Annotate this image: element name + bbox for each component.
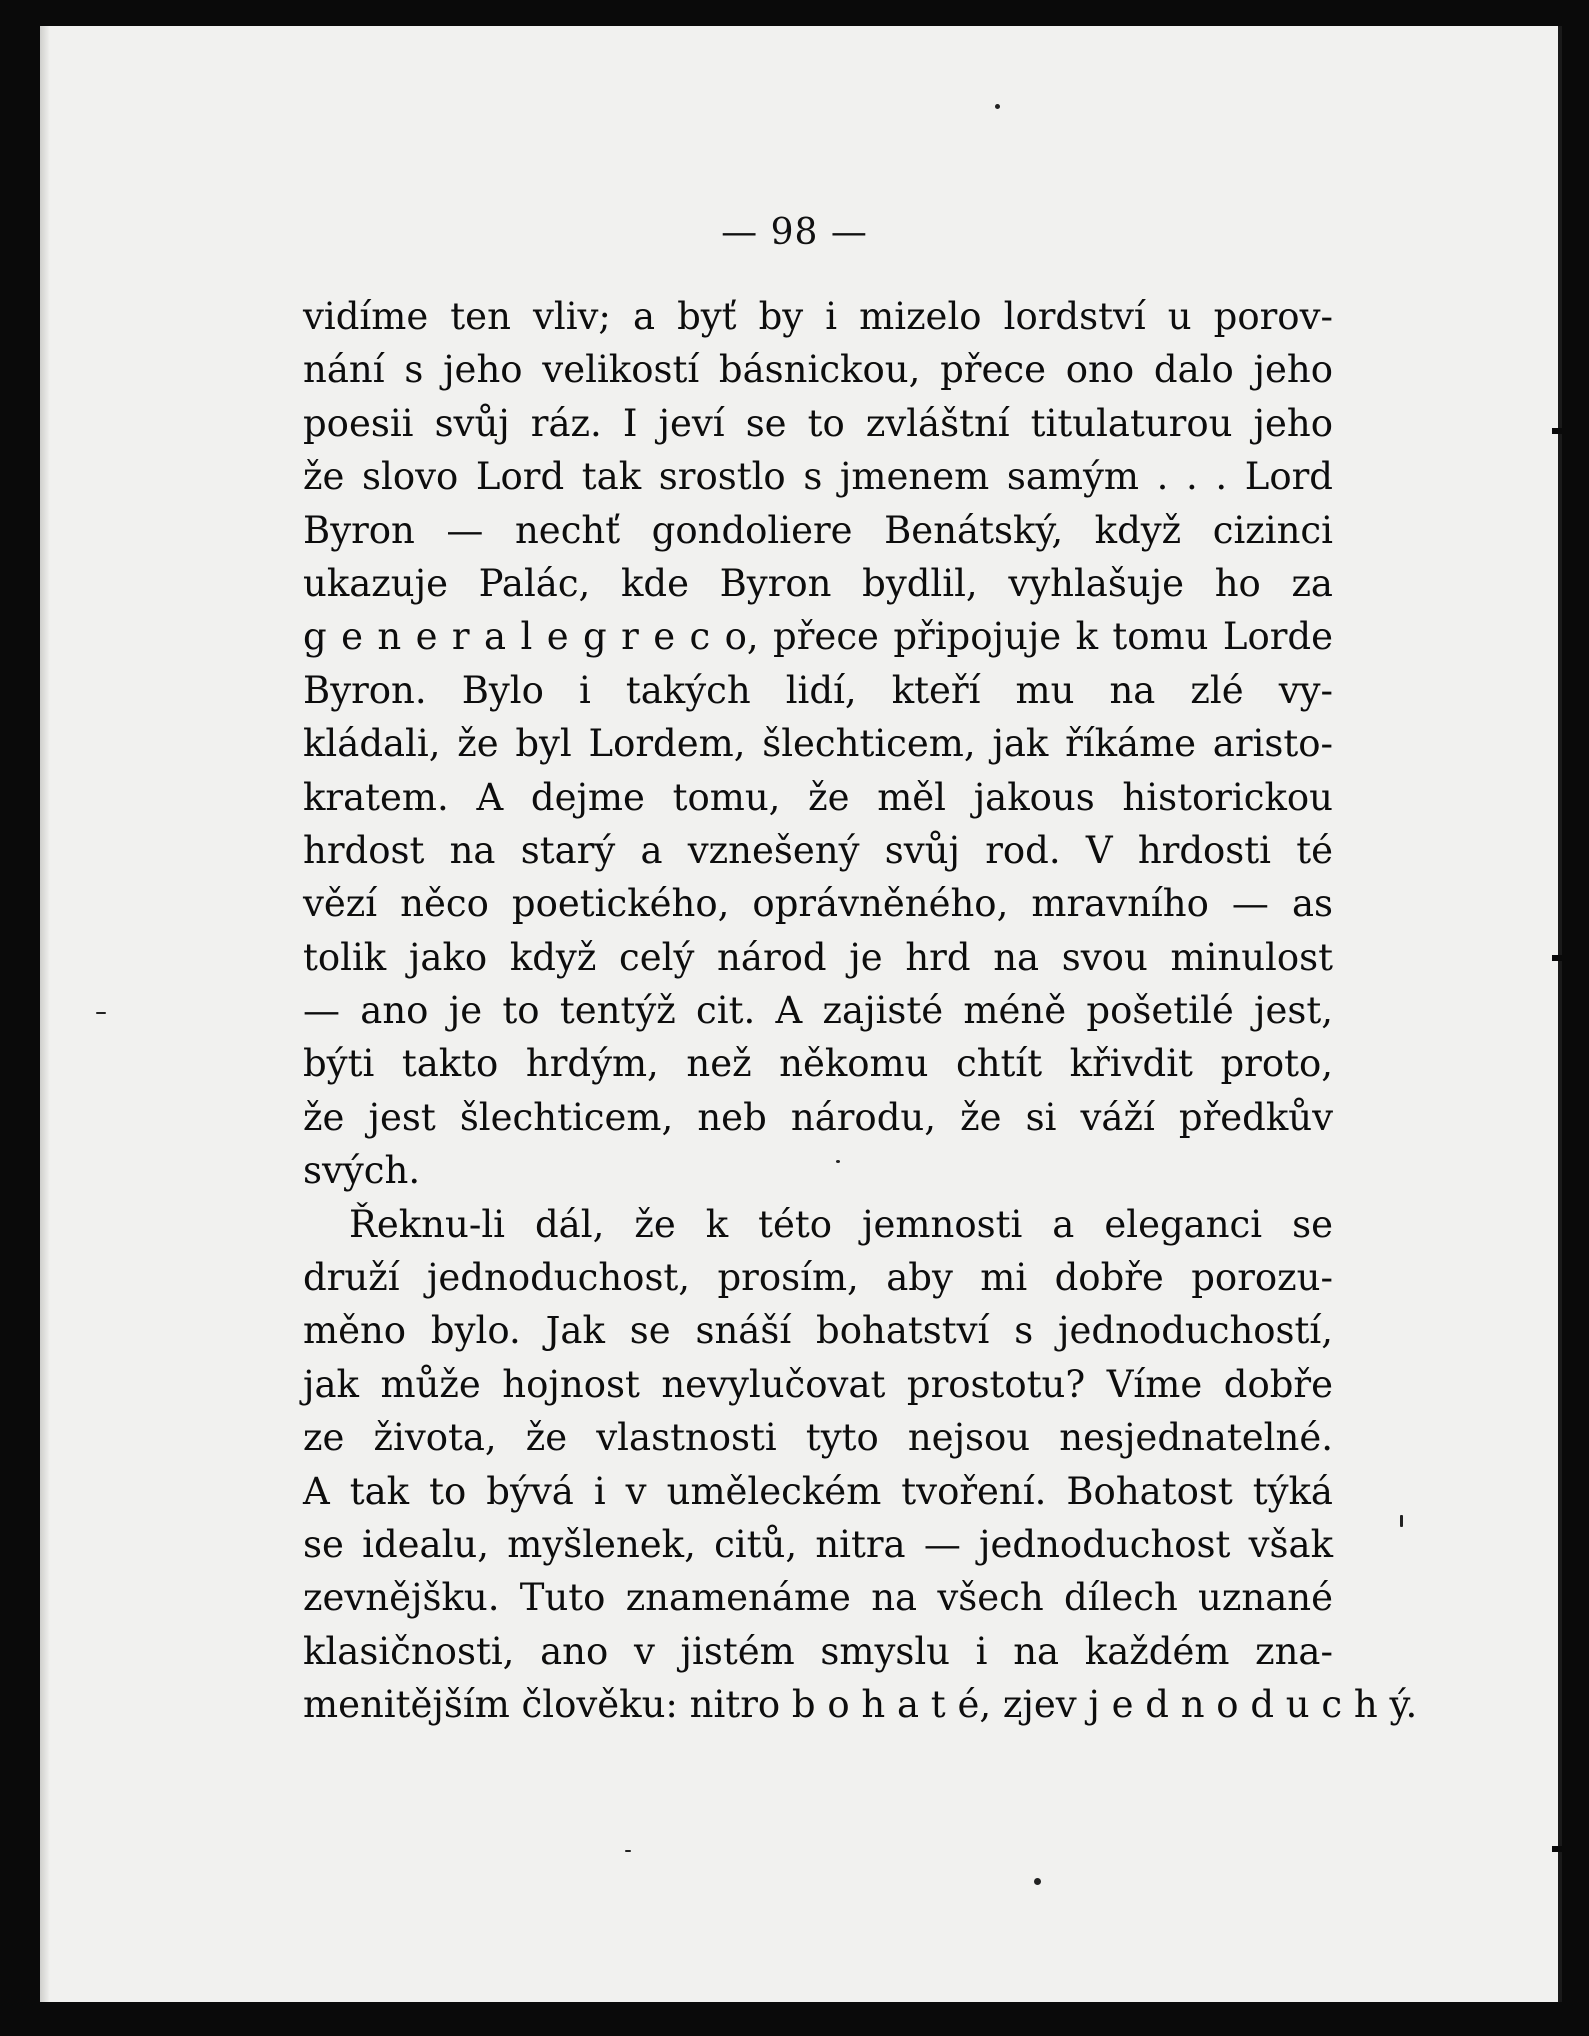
- text-line: — ano je to tentýž cit. A zajisté méně pošetilé jest,: [303, 989, 1333, 1033]
- text-line: kládali, že byl Lordem, šlechticem, jak říkáme aristo-: [303, 722, 1333, 766]
- text-line: vidíme ten vliv; a byť by i mizelo lordství u porov-: [303, 295, 1333, 338]
- text-line: hrdost na starý a vznešený svůj rod. V hrdosti té: [303, 828, 1333, 872]
- text-line: že slovo Lord tak srostlo s jmenem samým . . . Lord: [303, 455, 1333, 499]
- text-line: A tak to bývá i v uměleckém tvoření. Bohatost týká: [303, 1469, 1333, 1513]
- dust-speck: [625, 1850, 631, 1852]
- text-line: druží jednoduchost, prosím, aby mi dobře porozu-: [303, 1256, 1333, 1300]
- text-line: že jest šlechticem, neb národu, že si váží předkův: [303, 1095, 1333, 1139]
- text-line: svých.: [303, 1149, 421, 1193]
- text-line: klasičnosti, ano v jistém smyslu i na každém zna-: [303, 1629, 1333, 1673]
- body-text: [303, 290, 1418, 1732]
- text-line: ukazuje Palác, kde Byron bydlil, vyhlašuje ho za: [303, 561, 1333, 605]
- dust-speck: [1034, 1878, 1041, 1885]
- text-line: zevnějšku. Tuto znamenáme na všech dílech uznané: [303, 1576, 1333, 1620]
- text-line: jak může hojnost nevylučovat prostotu? Víme dobře: [303, 1362, 1333, 1406]
- page-edge-notch: [1552, 428, 1589, 434]
- text-line: poesii svůj ráz. I jeví se to zvláštní titulaturou jeho: [303, 401, 1333, 445]
- dust-speck: [96, 1012, 106, 1014]
- text-line: vězí něco poetického, oprávněného, mravního — as: [303, 882, 1333, 926]
- text-line: Byron. Bylo i takých lidí, kteří mu na zlé vy-: [303, 668, 1333, 712]
- text-line: ze života, že vlastnosti tyto nejsou nesjednatelné.: [303, 1416, 1333, 1460]
- text-line: Byron — nechť gondoliere Benátský, když cizinci: [303, 508, 1333, 552]
- text-line: Řeknu-li dál, že k této jemnosti a eleganci se: [349, 1202, 1333, 1246]
- page-edge-notch: [1552, 1846, 1589, 1852]
- page-number: — 98 —: [721, 212, 868, 253]
- text-line: menitějším člověku: nitro b o h a t é, zjev j e d n o d u c h ý.: [303, 1683, 1418, 1727]
- dust-speck: [1400, 1515, 1403, 1527]
- text-line: býti takto hrdým, než někomu chtít křivdit proto,: [303, 1042, 1333, 1086]
- text-line: měno bylo. Jak se snáší bohatství s jednoduchostí,: [303, 1309, 1333, 1353]
- text-line: kratem. A dejme tomu, že měl jakous historickou: [303, 775, 1333, 819]
- paper-edge-shadow: [40, 26, 50, 2002]
- page-edge-notch: [1552, 955, 1589, 961]
- dust-speck: [836, 1160, 840, 1163]
- text-line: nání s jeho velikostí básnickou, přece ono dalo jeho: [303, 348, 1333, 392]
- text-line: tolik jako když celý národ je hrd na svou minulost: [303, 935, 1333, 979]
- text-line: se idealu, myšlenek, citů, nitra — jednoduchost však: [303, 1522, 1333, 1566]
- text-line: g e n e r a l e g r e c o, přece připojuje k tomu Lorde: [303, 615, 1333, 659]
- dust-speck: [995, 104, 1000, 109]
